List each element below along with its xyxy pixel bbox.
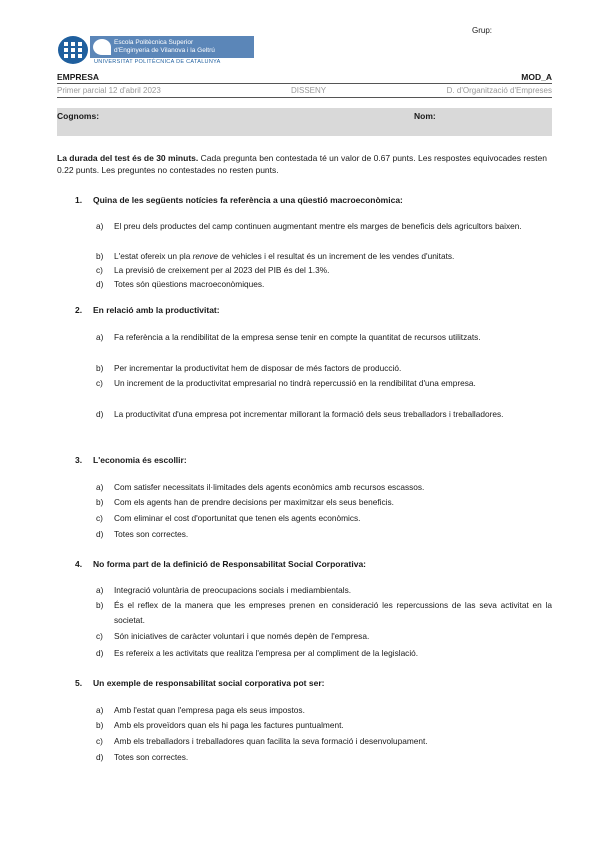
option-text: Integració voluntària de preocupacions socials i mediambientals.: [114, 585, 352, 595]
option-text: La previsió de creixement per al 2023 del PIB és del 1.3%.: [114, 265, 330, 275]
question-text: No forma part de la definició de Responsabilitat Social Corporativa:: [93, 559, 366, 569]
option-letter: d): [96, 752, 104, 762]
option-letter: a): [96, 585, 104, 595]
option-letter: d): [96, 529, 104, 539]
upc-logo-icon: [58, 36, 88, 64]
option-letter: a): [96, 705, 104, 715]
option-letter: b): [96, 363, 104, 373]
name-label: Nom:: [414, 111, 436, 121]
question-text: En relació amb la productivitat:: [93, 305, 220, 315]
option-text: Per incrementar la productivitat hem de disposar de més factors de producció.: [114, 363, 402, 373]
question-number: 1.: [75, 195, 83, 205]
question-text: Un exemple de responsabilitat social corporativa pot ser:: [93, 678, 325, 688]
surnames-label: Cognoms:: [57, 111, 100, 121]
question-text: Quina de les següents notícies fa referència a una qüestió macroeconòmica:: [93, 195, 403, 205]
option-text: Un increment de la productivitat empresarial no tindrà repercussió en la rendibilitat d'una empresa.: [114, 378, 476, 388]
department-name: D. d'Organització d'Empreses: [446, 86, 552, 95]
option-letter: d): [96, 409, 104, 419]
option-letter: c): [96, 265, 103, 275]
option-letter: a): [96, 482, 104, 492]
option-letter: c): [96, 736, 103, 746]
logo-school-name: Escola Politècnica Superior: [114, 39, 194, 46]
model-code: MOD_A: [521, 72, 552, 82]
logo-school-location: d'Enginyeria de Vilanova i la Geltrú: [114, 47, 215, 54]
question-number: 4.: [75, 559, 83, 569]
option-2c: [96, 376, 552, 406]
subject-title: EMPRESA: [57, 72, 100, 82]
option-2a: [96, 330, 552, 360]
student-info-box: [57, 108, 552, 136]
option-letter: b): [96, 600, 104, 610]
question-number: 5.: [75, 678, 83, 688]
header-divider-2: [57, 97, 552, 98]
option-letter: c): [96, 631, 103, 641]
school-logo: [58, 36, 254, 66]
instructions-duration: La durada del test és de 30 minuts.: [57, 153, 199, 163]
instructions-scoring: Cada pregunta ben contestada té un valor de 0.67 punts. Les respostes equivocades resten 0.22 punts. Les preguntes no contestades no resten punts.: [57, 153, 547, 175]
option-text: Totes son correctes.: [114, 529, 189, 539]
option-text: Es refereix a les activitats que realitza l'empresa per al compliment de la legislació.: [114, 648, 419, 658]
question-number: 2.: [75, 305, 83, 315]
option-text: El preu dels productes del camp continuen augmentant mentre els marges de beneficis dels agricultors baixen.: [114, 221, 522, 231]
option-letter: c): [96, 513, 103, 523]
design-label: DISSENY: [291, 86, 327, 95]
option-letter: a): [96, 332, 104, 342]
instructions: [57, 152, 552, 176]
group-label: Grup:: [472, 26, 493, 35]
option-text: Amb els treballadors i treballadores quan facilita la seva formació i desenvolupament.: [114, 736, 428, 746]
option-text: Amb l'estat quan l'empresa paga els seus impostos.: [114, 705, 305, 715]
question-number: 3.: [75, 455, 83, 465]
option-4b: [96, 598, 552, 628]
option-1a: [96, 219, 552, 249]
option-text: Com eliminar el cost d'oportunitat que tenen els agents econòmics.: [114, 513, 361, 523]
option-letter: b): [96, 497, 104, 507]
option-letter: d): [96, 648, 104, 658]
exam-date: Primer parcial 12 d'abril 2023: [57, 86, 161, 95]
option-text: La productivitat d'una empresa pot incrementar millorant la formació dels seus treballadors i treballadores.: [114, 409, 504, 419]
option-text: Fa referència a la rendibilitat de la empresa sense tenir en compte la quantitat de recursos utilitzats.: [114, 332, 481, 342]
option-2d: [96, 407, 552, 437]
option-text: És el reflex de la manera que les empreses prenen en consideració les repercussions de las seva activitat en la societat.: [114, 600, 552, 625]
option-text: Com satisfer necessitats il·limitades dels agents econòmics amb recursos escassos.: [114, 482, 425, 492]
option-text: Com els agents han de prendre decisions per maximitzar els seus beneficis.: [114, 497, 394, 507]
option-letter: a): [96, 221, 104, 231]
option-text: L'estat ofereix un pla renove de vehicles i el resultat és un increment de les vendes d'unitats.: [114, 251, 455, 261]
option-letter: b): [96, 720, 104, 730]
option-text: Amb els proveïdors quan els hi paga les factures puntualment.: [114, 720, 344, 730]
option-text: Són iniciatives de caràcter voluntari i que només depèn de l'empresa.: [114, 631, 370, 641]
option-text: Totes son correctes.: [114, 752, 189, 762]
option-letter: d): [96, 279, 104, 289]
logo-university: UNIVERSITAT POLITÈCNICA DE CATALUNYA: [94, 59, 221, 65]
question-text: L'economia és escollir:: [93, 455, 187, 465]
option-letter: b): [96, 251, 104, 261]
option-text: Totes són qüestions macroeconòmiques.: [114, 279, 265, 289]
school-bird-icon: [93, 39, 111, 55]
header-divider: [57, 83, 552, 84]
option-letter: c): [96, 378, 103, 388]
